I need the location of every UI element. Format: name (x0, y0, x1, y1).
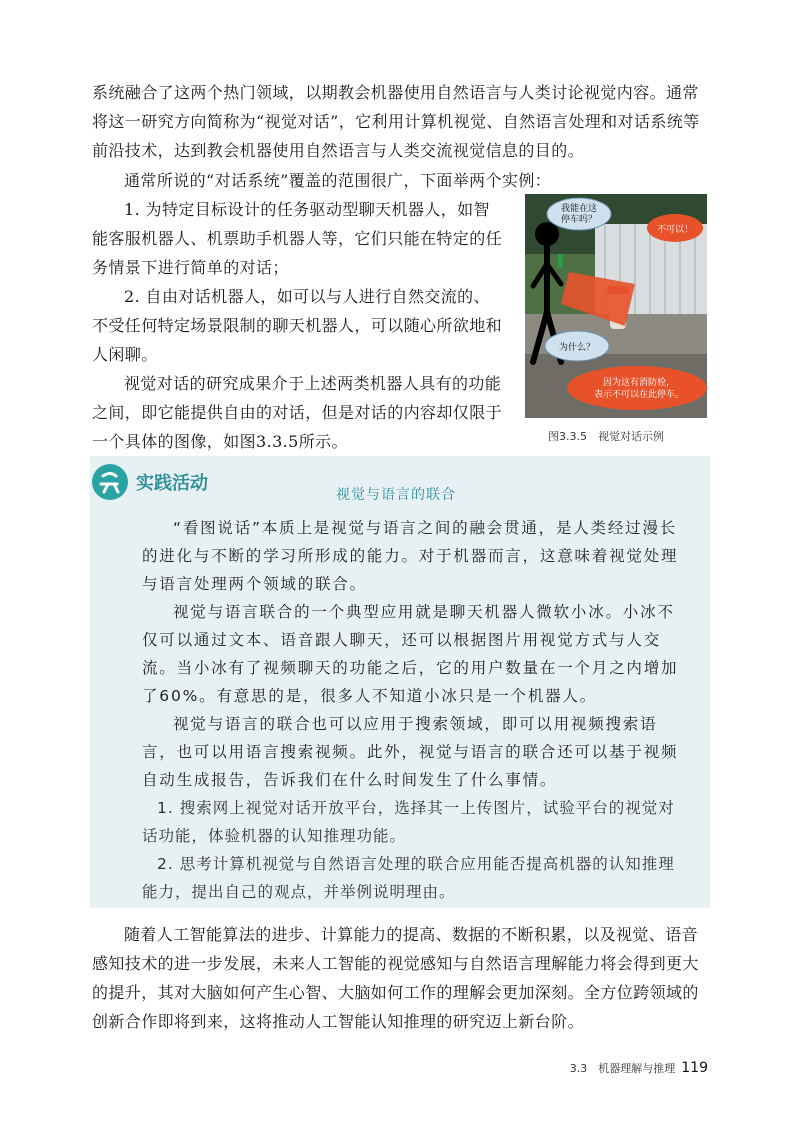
example-item-1: 1. 为特定目标设计的任务驱动型聊天机器人，如智能客服机器人、机票助手机器人等，它们只能在特定的任务情景下进行简单的对话； (92, 200, 503, 277)
activity-header (92, 464, 208, 500)
activity-subtitle: 视觉与语言的联合 (336, 487, 456, 503)
bubble-question-2: 为什么？ (558, 343, 596, 353)
page-number: 119 (681, 1060, 708, 1076)
activity-paragraph-1: “看图说话”本质上是视觉与语言之间的融会贯通，是人类经过漫长的进化与不断的学习所形成的能力。对于机器而言，这意味着视觉处理与语言处理两个领域的联合。 (142, 519, 679, 593)
chapter-label: 3.3 机器理解与推理 (569, 1062, 676, 1075)
activity-icon (92, 464, 128, 500)
bubble-answer-2-line1: 因为这有消防栓， (602, 378, 676, 388)
bubble-question-1-line2: 停车吗？ (560, 215, 598, 225)
activity-task-2: 2. 思考计算机视觉与自然语言处理的联合应用能否提高机器的认知推理能力，提出自己的观点，并举例说明理由。 (142, 855, 675, 901)
bubble-question-1-line1: 我能在这 (560, 204, 598, 214)
activity-paragraph-2: 视觉与语言联合的一个典型应用就是聊天机器人微软小冰。小冰不仅可以通过文本、语音跟人聊天，还可以根据图片用视觉方式与人交流。当小冰有了视频聊天的功能之后，它的用户数量在一个月之内增加了60%。有意思的是，很多人不知道小冰只是一个机器人。 (142, 603, 679, 705)
visual-dialog-paragraph: 视觉对话的研究成果介于上述两类机器人具有的功能之间，即它能提供自由的对话，但是对话的内容却仅限于一个具体的图像，如图3.3.5所示。 (92, 374, 503, 451)
figure-illustration (525, 194, 707, 418)
scope-paragraph: 通常所说的“对话系统”覆盖的范围很广，下面举两个实例： (124, 171, 552, 190)
closing-paragraph: 随着人工智能算法的进步、计算能力的提高、数据的不断积累，以及视觉、语音感知技术的进一步发展，未来人工智能的视觉感知与自然语言理解能力将会得到更大的提升，其对大脑如何产生心智、大脑如何工作的理解会更加深刻。全方位跨领域的创新合作即将到来，这将推动人工智能认知推理的研究迈上新台阶。 (92, 925, 699, 1031)
example-item-2: 2. 自由对话机器人，如可以与人进行自然交流的、不受任何特定场景限制的聊天机器人，可以随心所欲地和人闲聊。 (92, 287, 503, 364)
bubble-answer-2-line2: 表示不可以在此停车。 (593, 390, 685, 400)
page-footer (570, 1060, 708, 1076)
figure-caption: 图3.3.5 视觉对话示例 (548, 430, 664, 443)
bubble-answer-1: 不可以！ (656, 225, 694, 235)
activity-task-1: 1. 搜索网上视觉对话开放平台，选择其一上传图片，试验平台的视觉对话功能，体验机器的认知推理功能。 (142, 799, 675, 845)
activity-title: 实践活动 (136, 473, 208, 494)
activity-paragraph-3: 视觉与语言的联合也可以应用于搜索领域，即可以用视频搜索语言，也可以用语言搜索视频。此外，视觉与语言的联合还可以基于视频自动生成报告，告诉我们在什么时间发生了什么事情。 (142, 715, 679, 789)
intro-paragraph: 系统融合了这两个热门领域，以期教会机器使用自然语言与人类讨论视觉内容。通常将这一研究方向简称为“视觉对话”，它利用计算机视觉、自然语言处理和对话系统等前沿技术，达到教会机器使用自然语言与人类交流视觉信息的目的。 (92, 83, 700, 160)
visual-dialog-figure (525, 194, 707, 418)
